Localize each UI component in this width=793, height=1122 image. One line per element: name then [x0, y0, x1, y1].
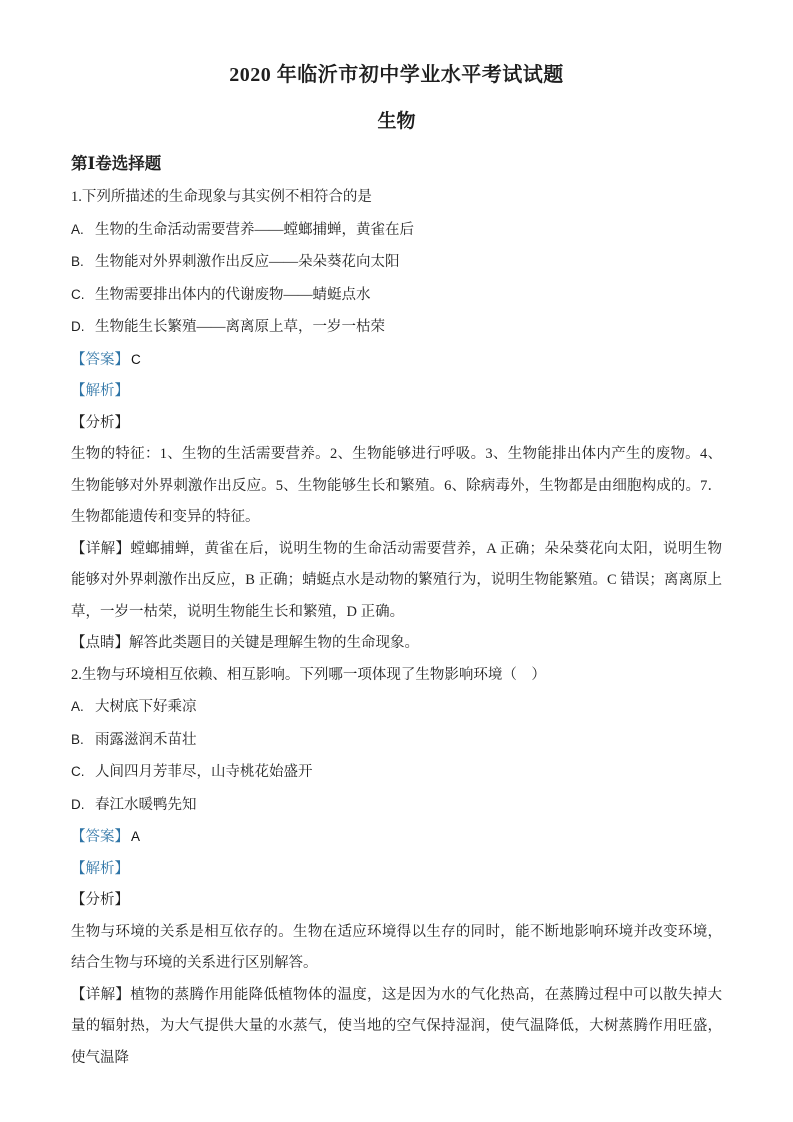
option-label: D. [71, 796, 85, 812]
question-stem: 1.下列所描述的生命现象与其实例不相符合的是 [71, 189, 372, 205]
detail-text: 螳螂捕蝉，黄雀在后，说明生物的生命活动需要营养，A 正确；朵朵葵花向太阳，说明生物能够对外界刺激作出反应，B 正确；蜻蜓点水是动物的繁殖行为，说明生物能繁殖。C 错误；离离原上草，一岁一枯荣，说明生物能生长和繁殖，D 正确。 [71, 540, 723, 620]
answer-value: A [131, 829, 141, 844]
option-row-c [71, 279, 722, 312]
question-stem: 2.生物与环境相互依赖、相互影响。下列哪一项体现了生物影响环境（ ） [71, 666, 546, 683]
option-text: 生物需要排出体内的代谢废物——蜻蜓点水 [95, 286, 371, 303]
question-block-2 [71, 660, 722, 1075]
tip-paragraph [71, 628, 722, 660]
option-text: 生物能对外界刺激作出反应——朵朵葵花向太阳 [95, 254, 400, 270]
option-label: A. [71, 699, 84, 714]
analysis-paragraph: 生物与环境的关系是相互依存的。生物在适应环境得以生存的同时，能不断地影响环境并改变环境，结合生物与环境的关系进行区别解答。 [71, 923, 722, 971]
fenxi-line [71, 885, 722, 917]
option-row-a [71, 214, 722, 247]
fenxi-label: 【分析】 [71, 414, 129, 431]
xiangjie-label: 【详解】 [71, 540, 131, 557]
option-label: B. [71, 731, 84, 747]
option-label: D. [71, 319, 85, 334]
option-text: 大树底下好乘凉 [95, 699, 197, 715]
option-label: C. [71, 286, 85, 302]
detail-paragraph [71, 980, 722, 1075]
option-text: 生物的生命活动需要营养——螳螂捕蝉，黄雀在后 [95, 221, 414, 238]
section-heading: 第Ⅰ卷选择题 [71, 154, 162, 173]
jiexi-line [71, 854, 722, 886]
jiexi-line [71, 376, 722, 408]
fenxi-line [71, 408, 722, 440]
fenxi-label: 【分析】 [71, 892, 129, 908]
option-row-c [71, 756, 722, 789]
document-body [71, 182, 722, 1074]
option-label: A. [71, 221, 84, 237]
question-block-1 [71, 182, 722, 660]
jiexi-label: 【解析】 [71, 383, 129, 399]
answer-label: 【答案】 [71, 829, 129, 845]
dianjing-label: 【点睛】 [71, 635, 129, 651]
option-row-a [71, 691, 722, 724]
option-row-d [71, 789, 722, 822]
detail-paragraph [71, 534, 722, 629]
detail-text: 植物的蒸腾作用能降低植物体的温度，这是因为水的气化热高，在蒸腾过程中可以散失掉大量的辐射热，为大气提供大量的水蒸气，使当地的空气保持湿润，使气温降低，大树蒸腾作用旺盛，使气温降 [71, 986, 723, 1066]
answer-line [71, 821, 722, 854]
option-row-d [71, 311, 722, 344]
answer-value: C [131, 351, 141, 367]
option-label: B. [71, 254, 84, 269]
jiexi-label: 【解析】 [71, 860, 129, 877]
option-text: 生物能生长繁殖——离离原上草，一岁一枯荣 [95, 319, 385, 335]
page-title: 2020 年临沂市初中学业水平考试试题 [229, 64, 564, 86]
option-row-b [71, 246, 722, 279]
option-text: 春江水暖鸭先知 [95, 796, 197, 813]
option-row-b [71, 724, 722, 757]
tip-text: 解答此类题目的关键是理解生物的生命现象。 [129, 635, 419, 651]
option-label: C. [71, 764, 85, 779]
xiangjie-label: 【详解】 [71, 986, 131, 1003]
analysis-paragraph: 生物的特征：1、生物的生活需要营养。2、生物能够进行呼吸。3、生物能排出体内产生的废物。4、生物能够对外界刺激作出反应。5、生物能够生长和繁殖。6、除病毒外，生物都是由细胞构成的。7．生物都能遗传和变异的特征。 [71, 446, 722, 525]
answer-line [71, 344, 722, 377]
option-text: 雨露滋润禾苗壮 [95, 731, 197, 748]
option-text: 人间四月芳菲尽，山寺桃花始盛开 [95, 764, 313, 780]
subject-title: 生物 [377, 111, 416, 132]
answer-label: 【答案】 [71, 351, 129, 368]
